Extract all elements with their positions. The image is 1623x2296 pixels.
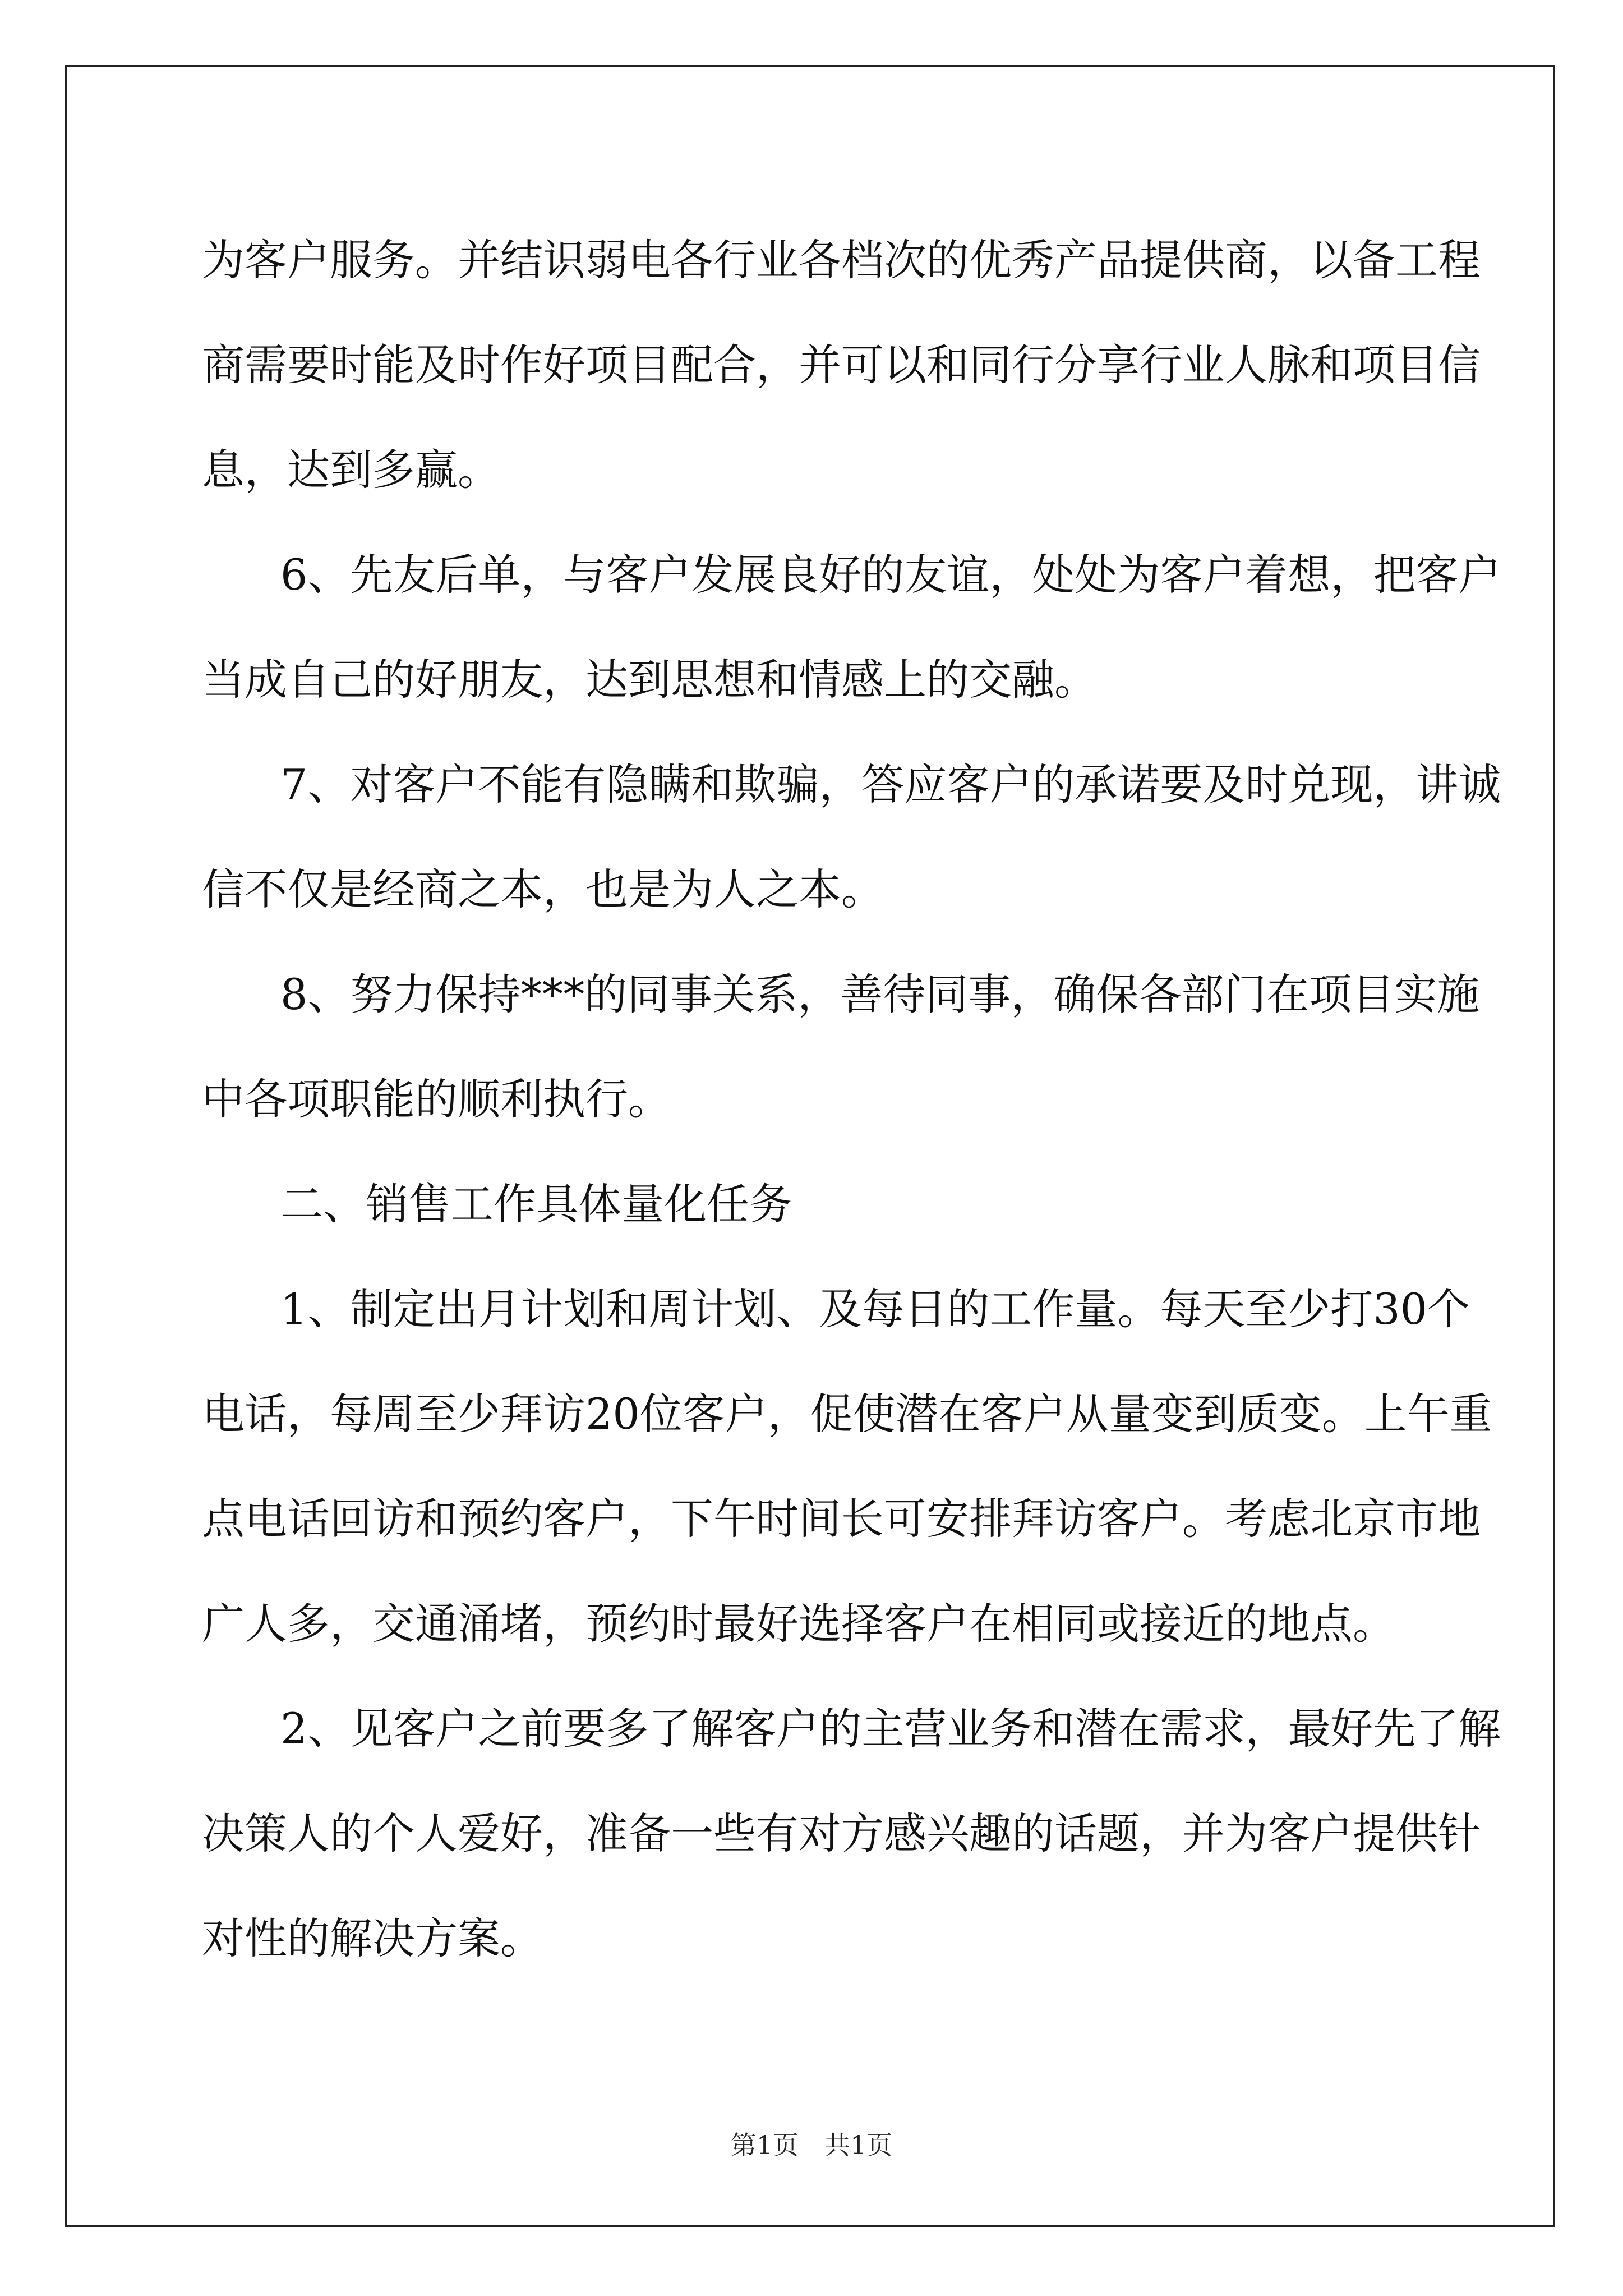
- section-heading: 二、销售工作具体量化任务: [280, 1179, 792, 1229]
- page-footer: 第1页 共1页: [730, 2130, 893, 2160]
- text-line: 6、先友后单，与客户发展良好的友谊，处处为客户着想，把客户: [280, 550, 1501, 600]
- text-line: 1、制定出月计划和周计划、及每日的工作量。每天至少打30个: [280, 1284, 1470, 1334]
- text-line: 为客户服务。并结识弱电各行业各档次的优秀产品提供商，以备工程: [202, 235, 1481, 285]
- document-body: [202, 208, 1501, 1991]
- text-line: 广人多，交通涌堵，预约时最好选择客户在相同或接近的地点。: [202, 1599, 1395, 1649]
- text-line: 2、见客户之前要多了解客户的主营业务和潜在需求，最好先了解: [280, 1704, 1501, 1754]
- text-line: 7、对客户不能有隐瞒和欺骗，答应客户的承诺要及时兑现，讲诚: [280, 760, 1501, 809]
- text-line: 点电话回访和预约客户，下午时间长可安排拜访客户。考虑北京市地: [202, 1494, 1481, 1544]
- text-line: 电话，每周至少拜访20位客户，促使潜在客户从量变到质变。上午重: [202, 1389, 1492, 1439]
- text-line: 当成自己的好朋友，达到思想和情感上的交融。: [202, 655, 1097, 705]
- text-line: 信不仅是经商之本，也是为人之本。: [202, 864, 884, 914]
- text-line: 商需要时能及时作好项目配合，并可以和同行分享行业人脉和项目信: [202, 340, 1481, 390]
- text-line: 息，达到多赢。: [202, 445, 500, 495]
- text-line: 8、努力保持***的同事关系，善待同事，确保各部门在项目实施: [280, 969, 1480, 1019]
- text-line: 对性的解决方案。: [202, 1913, 543, 1963]
- text-line: 中各项职能的顺利执行。: [202, 1074, 671, 1124]
- text-line: 决策人的个人爱好，准备一些有对方感兴趣的话题，并为客户提供针: [202, 1809, 1481, 1858]
